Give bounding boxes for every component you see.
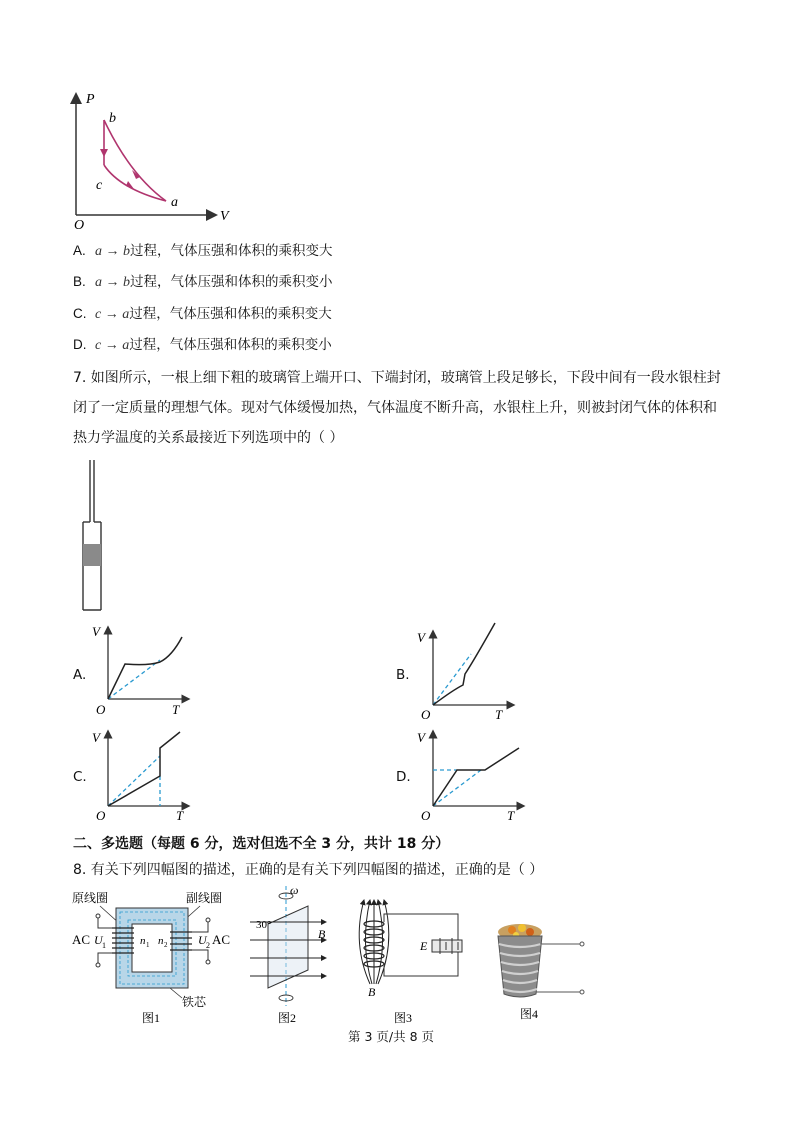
option-text: 过程，气体压强和体积的乘积变大 (129, 306, 332, 322)
math-from: c (95, 307, 102, 322)
t-axis-label: T (495, 707, 503, 722)
n2-subscript: 2 (164, 941, 168, 949)
figure-3-caption: 图3 (394, 1011, 413, 1025)
figure-1-transformer (70, 888, 238, 1028)
p-axis-label: P (86, 92, 95, 107)
q7-option-a-letter: A. (73, 667, 87, 683)
n2-label: n (158, 935, 164, 947)
q7-line: 7. 如图所示，一根上细下粗的玻璃管上端开口、下端封闭，玻璃管上段足够长，下段中间有一段水银柱封 (73, 370, 721, 386)
origin-label: O (96, 808, 106, 822)
ab-curve (104, 120, 166, 201)
point-a-label: a (171, 195, 178, 210)
v-axis-label: V (417, 730, 425, 745)
option-letter: C. (73, 306, 87, 321)
option-letter: D. (73, 337, 87, 352)
primary-coil-label: 原线圈 (72, 891, 109, 905)
u2-subscript: 2 (206, 941, 210, 950)
ac-right-label: AC (212, 932, 231, 947)
figure-3-solenoid (348, 894, 472, 1028)
q7-option-b-letter: B. (396, 667, 410, 683)
n1-subscript: 1 (146, 941, 150, 949)
figure-2-rotating-frame (246, 884, 336, 1028)
q7-question (73, 363, 763, 453)
option-text: 过程，气体压强和体积的乘积变小 (129, 337, 332, 353)
origin-label: O (96, 702, 106, 717)
omega-label: ω (290, 884, 299, 897)
point-b-label: b (109, 111, 116, 126)
q8-question: 8. 有关下列四幅图的描述，正确的是有关下列四幅图的描述，正确的是（ ） (73, 862, 544, 878)
origin-label: O (421, 808, 431, 822)
math-to: a (122, 338, 130, 353)
secondary-coil-label: 副线圈 (186, 891, 223, 905)
math-to: b (123, 275, 130, 290)
b-field-label: B (318, 927, 326, 941)
option-text: 过程，气体压强和体积的乘积变大 (130, 243, 333, 259)
t-axis-label: T (176, 808, 184, 822)
v-axis-label: V (92, 730, 100, 745)
t-axis-label: T (507, 808, 515, 822)
u1-subscript: 1 (102, 941, 106, 950)
q6-option-c: C. c → a过程，气体压强和体积的乘积变大 (73, 306, 332, 322)
mercury-column (83, 544, 101, 566)
figure-4-induction-coil (490, 920, 590, 1028)
option-letter: B. (73, 274, 86, 289)
glass-tube-figure (78, 458, 118, 614)
q7-line: 热力学温度的关系最接近下列选项中的（ ） (73, 430, 344, 446)
vt-graph-d (415, 726, 530, 822)
u1-label: U (94, 933, 103, 947)
figure-4-caption: 图4 (520, 1007, 539, 1021)
v-axis-label: V (92, 624, 100, 639)
math-to: a (122, 307, 130, 322)
vt-graph-b (415, 618, 520, 722)
origin-label: O (421, 707, 431, 722)
v-axis-label: V (417, 630, 425, 645)
pv-graph (60, 85, 240, 230)
section-2-heading: 二、多选题（每题 6 分，选对但选不全 3 分，共计 18 分） (73, 836, 450, 852)
v-axis-label: V (220, 209, 229, 224)
core-label: 铁芯 (182, 995, 207, 1009)
origin-label: O (74, 218, 85, 230)
figure-2-caption: 图2 (278, 1011, 297, 1025)
vt-graph-c (90, 726, 195, 822)
q6-option-d: D. c → a过程，气体压强和体积的乘积变小 (73, 337, 332, 353)
u2-label: U (198, 933, 207, 947)
n1-label: n (140, 935, 146, 947)
math-to: b (123, 244, 130, 259)
q7-line: 闭了一定质量的理想气体。现对气体缓慢加热，气体温度不断升高，水银柱上升，则被封闭气体的体积和 (73, 400, 717, 416)
figure-1-caption: 图1 (142, 1011, 161, 1025)
emf-label: E (420, 939, 428, 953)
q7-option-d-letter: D. (396, 769, 411, 785)
q6-option-b: B. a → b过程，气体压强和体积的乘积变小 (73, 274, 333, 290)
option-letter: A. (73, 243, 86, 258)
math-from: a (95, 275, 102, 290)
angle-label: 30° (256, 919, 272, 931)
vt-graph-a (90, 622, 195, 718)
point-c-label: c (96, 178, 103, 193)
q7-option-c-letter: C. (73, 769, 87, 785)
t-axis-label: T (172, 702, 180, 717)
page-footer: 第 3 页/共 8 页 (348, 1029, 435, 1044)
q6-option-a: A. a → b过程，气体压强和体积的乘积变大 (73, 243, 333, 259)
b-field-label: B (368, 985, 376, 999)
bc-arrow (100, 149, 108, 157)
math-from: a (95, 244, 102, 259)
option-text: 过程，气体压强和体积的乘积变小 (130, 274, 333, 290)
ac-left-label: AC (72, 932, 91, 947)
math-from: c (95, 338, 102, 353)
